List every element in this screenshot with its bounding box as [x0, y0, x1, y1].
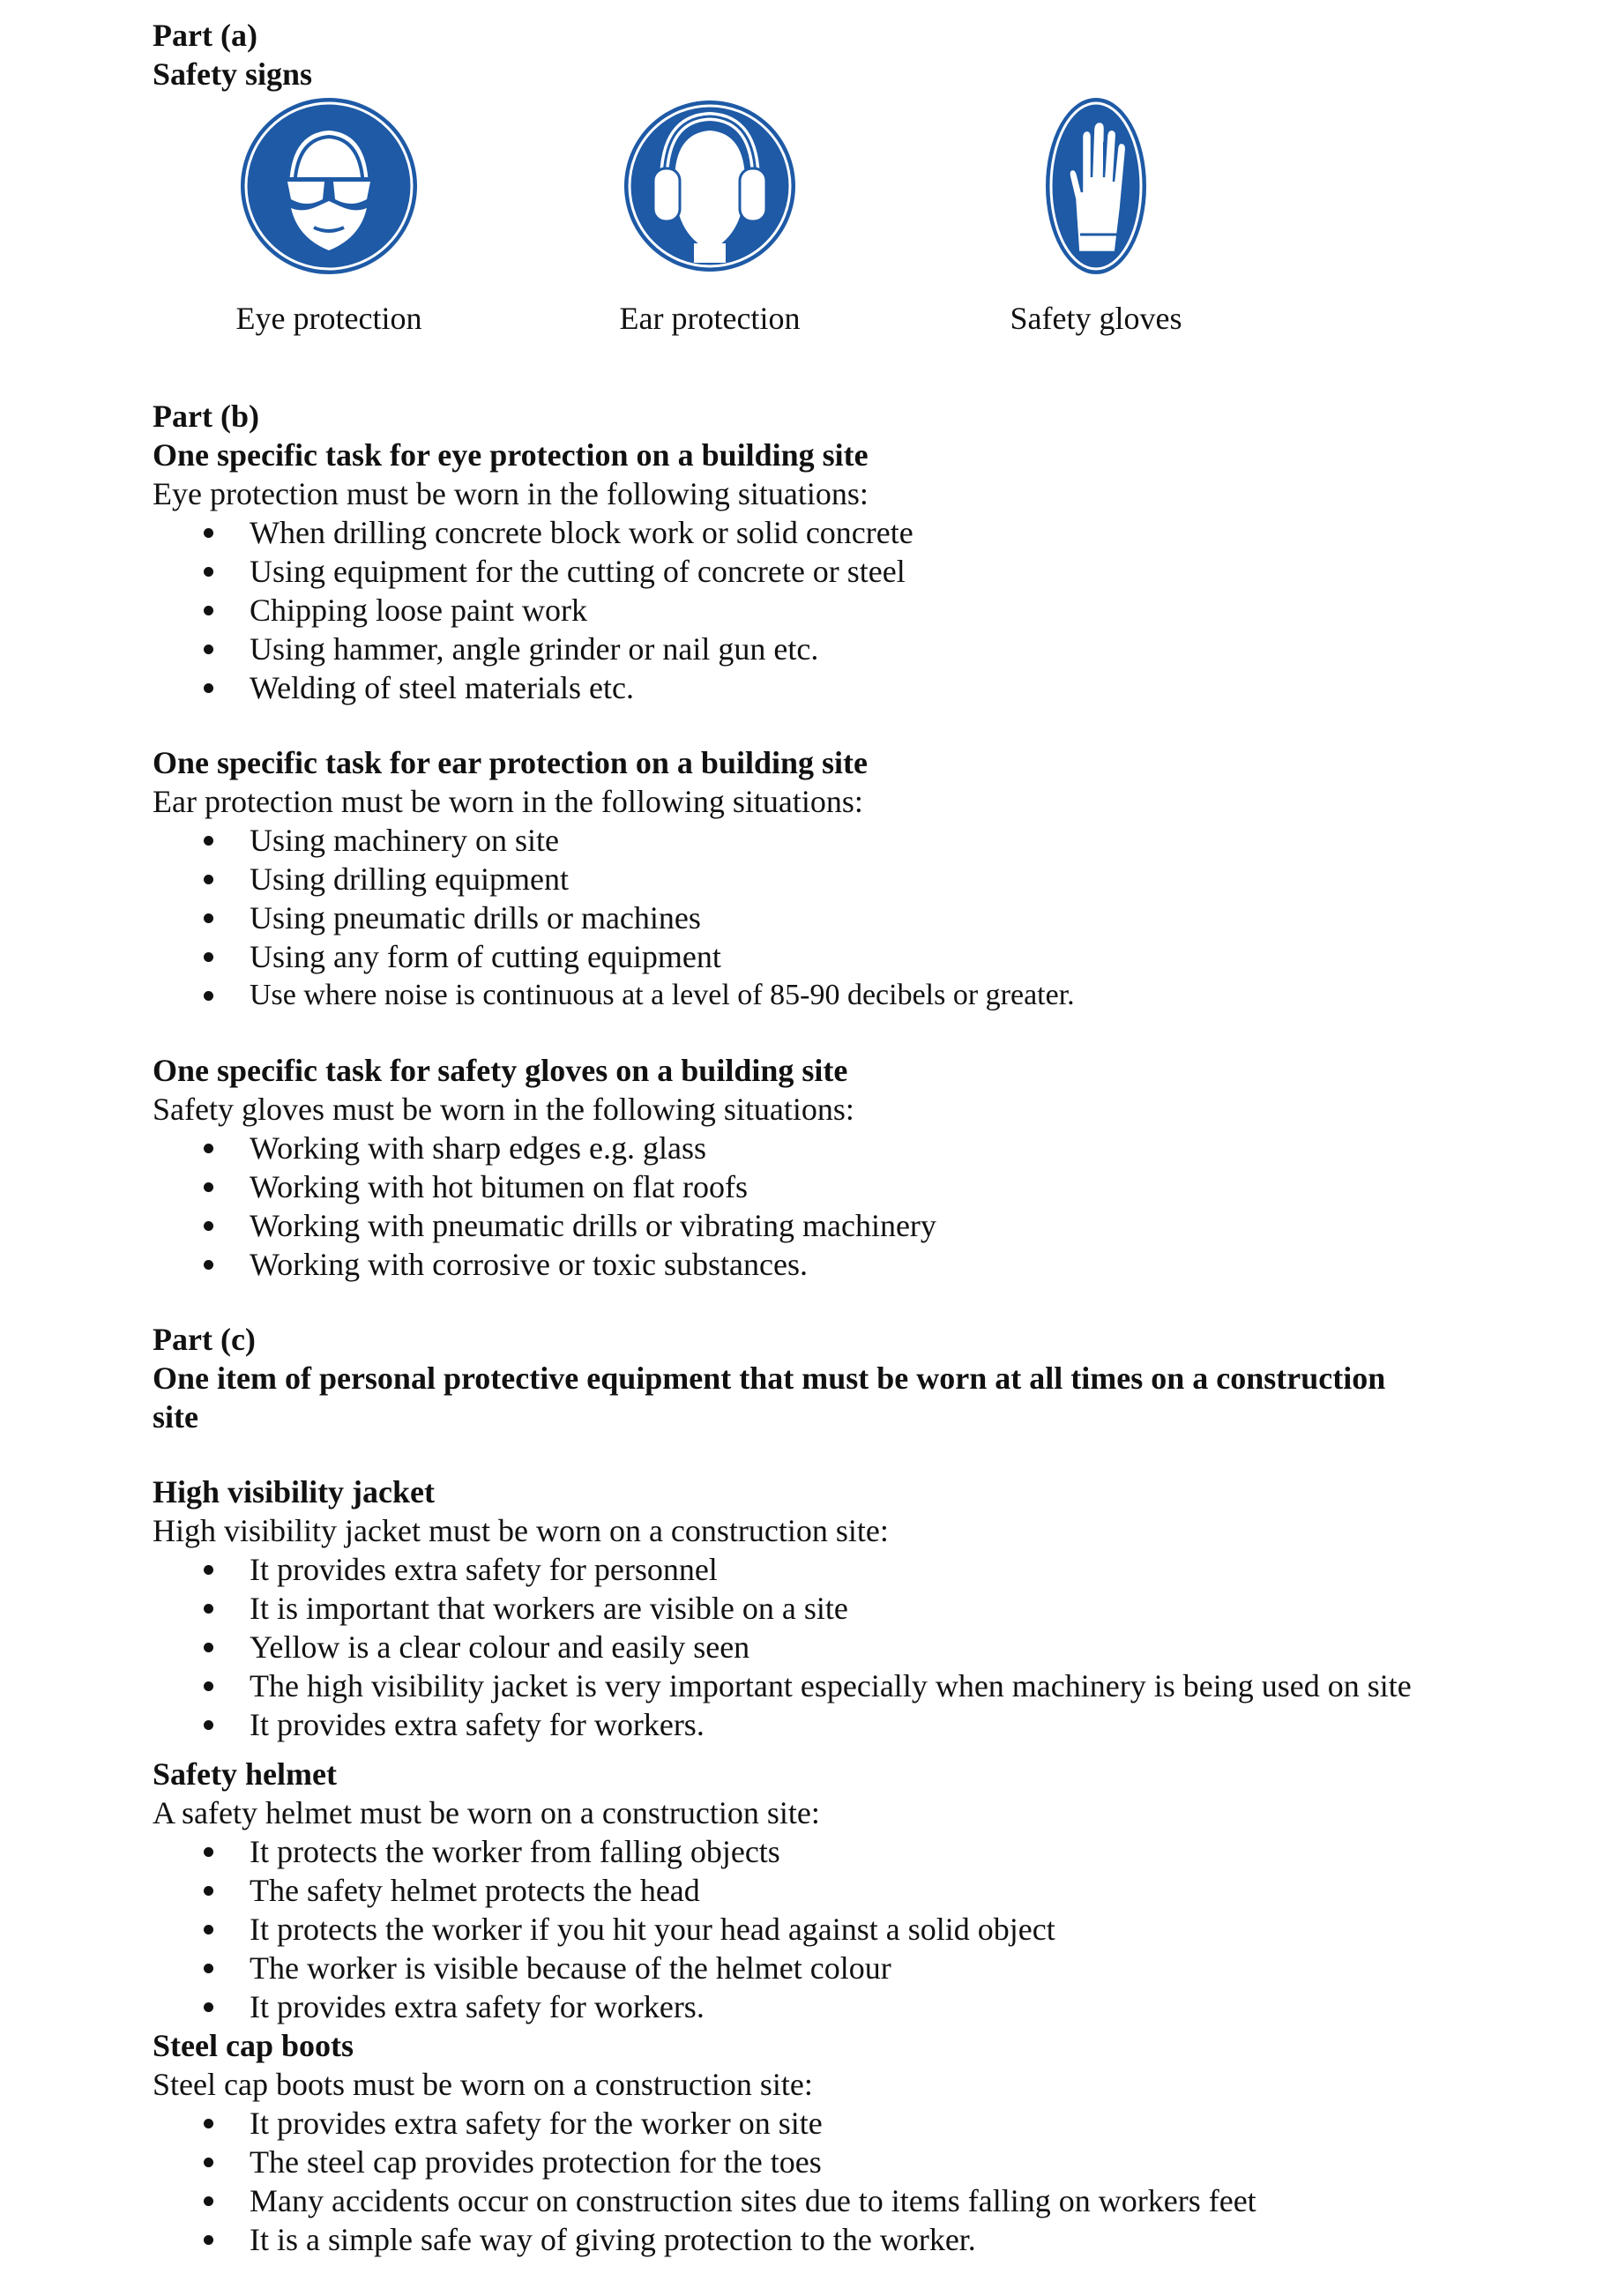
- eye-task-list: [153, 513, 1475, 707]
- eye-task-heading: One specific task for eye protection on a building site: [153, 437, 869, 473]
- jacket-heading: High visibility jacket: [153, 1474, 436, 1510]
- part-c-label: Part (c): [153, 1322, 256, 1357]
- gloves-task-heading: One specific task for safety gloves on a building site: [153, 1053, 848, 1088]
- safety-gloves-label: Safety gloves: [1010, 301, 1182, 336]
- list-item: Using pneumatic drills or machines: [153, 898, 1475, 937]
- eye-protection-icon: [236, 93, 421, 279]
- safety-gloves-icon: [1043, 93, 1149, 279]
- safety-gloves-sign: [920, 93, 1272, 338]
- ear-protection-label: Ear protection: [619, 301, 801, 336]
- list-item: It provides extra safety for workers.: [153, 1705, 1475, 1744]
- list-item: Working with pneumatic drills or vibrating machinery: [153, 1206, 1475, 1245]
- document: [153, 16, 1475, 2259]
- list-item: It provides extra safety for workers.: [153, 1987, 1475, 2026]
- list-item: Many accidents occur on construction sites due to items falling on workers feet: [153, 2181, 1475, 2220]
- spacer: [153, 376, 1475, 397]
- list-item: The worker is visible because of the helmet colour: [153, 1949, 1475, 1987]
- eye-protection-sign: [153, 93, 505, 338]
- list-item: Working with sharp edges e.g. glass: [153, 1129, 1475, 1167]
- spacer: [153, 707, 1475, 743]
- safety-signs-row: [153, 93, 1475, 376]
- boots-intro: Steel cap boots must be worn on a construction site:: [153, 2067, 813, 2102]
- list-item: It provides extra safety for the worker on site: [153, 2104, 1475, 2143]
- spacer: [153, 1436, 1475, 1472]
- spacer: [153, 1284, 1475, 1320]
- helmet-heading: Safety helmet: [153, 1756, 337, 1792]
- list-item: Using machinery on site: [153, 821, 1475, 860]
- list-item: It is important that workers are visible on a site: [153, 1589, 1475, 1628]
- list-item: Welding of steel materials etc.: [153, 668, 1475, 707]
- boots-list: [153, 2104, 1475, 2259]
- helmet-list: [153, 1832, 1475, 2026]
- spacer: [153, 1744, 1475, 1755]
- list-item: It provides extra safety for personnel: [153, 1550, 1475, 1589]
- gloves-task-list: [153, 1129, 1475, 1284]
- list-item: The steel cap provides protection for the toes: [153, 2143, 1475, 2181]
- list-item: When drilling concrete block work or solid concrete: [153, 513, 1475, 552]
- spacer: [153, 1015, 1475, 1051]
- eye-protection-label: Eye protection: [235, 301, 422, 336]
- list-item: It protects the worker from falling objects: [153, 1832, 1475, 1871]
- eye-task-intro: Eye protection must be worn in the following situations:: [153, 476, 869, 511]
- list-item: The safety helmet protects the head: [153, 1871, 1475, 1910]
- list-item: Using equipment for the cutting of concrete or steel: [153, 552, 1475, 591]
- jacket-list: [153, 1550, 1475, 1744]
- part-b-label: Part (b): [153, 399, 259, 434]
- helmet-intro: A safety helmet must be worn on a construction site:: [153, 1795, 820, 1830]
- list-item: Use where noise is continuous at a level of 85-90 decibels or greater.: [153, 976, 1475, 1015]
- ear-task-heading: One specific task for ear protection on a building site: [153, 745, 869, 780]
- boots-heading: Steel cap boots: [153, 2028, 354, 2063]
- list-item: Working with corrosive or toxic substances.: [153, 1245, 1475, 1284]
- ppe-heading: One item of personal protective equipment that must be worn at all times on a construction site: [153, 1360, 1386, 1435]
- ear-protection-sign: [533, 93, 886, 338]
- ear-task-list: [153, 821, 1475, 1015]
- list-item: It is a simple safe way of giving protection to the worker.: [153, 2220, 1475, 2259]
- list-item: Yellow is a clear colour and easily seen: [153, 1628, 1475, 1666]
- list-item: Working with hot bitumen on flat roofs: [153, 1167, 1475, 1206]
- list-item: It protects the worker if you hit your head against a solid object: [153, 1910, 1475, 1949]
- safety-signs-heading: Safety signs: [153, 56, 313, 92]
- list-item: Using any form of cutting equipment: [153, 937, 1475, 976]
- list-item: Using drilling equipment: [153, 860, 1475, 898]
- jacket-intro: High visibility jacket must be worn on a construction site:: [153, 1513, 889, 1548]
- list-item: Using hammer, angle grinder or nail gun etc.: [153, 630, 1475, 668]
- ear-task-intro: Ear protection must be worn in the following situations:: [153, 784, 863, 819]
- ear-protection-icon: [622, 93, 798, 279]
- part-a-label: Part (a): [153, 18, 257, 53]
- list-item: Chipping loose paint work: [153, 591, 1475, 630]
- gloves-task-intro: Safety gloves must be worn in the following situations:: [153, 1092, 854, 1127]
- list-item: The high visibility jacket is very important especially when machinery is being used on site: [153, 1666, 1475, 1705]
